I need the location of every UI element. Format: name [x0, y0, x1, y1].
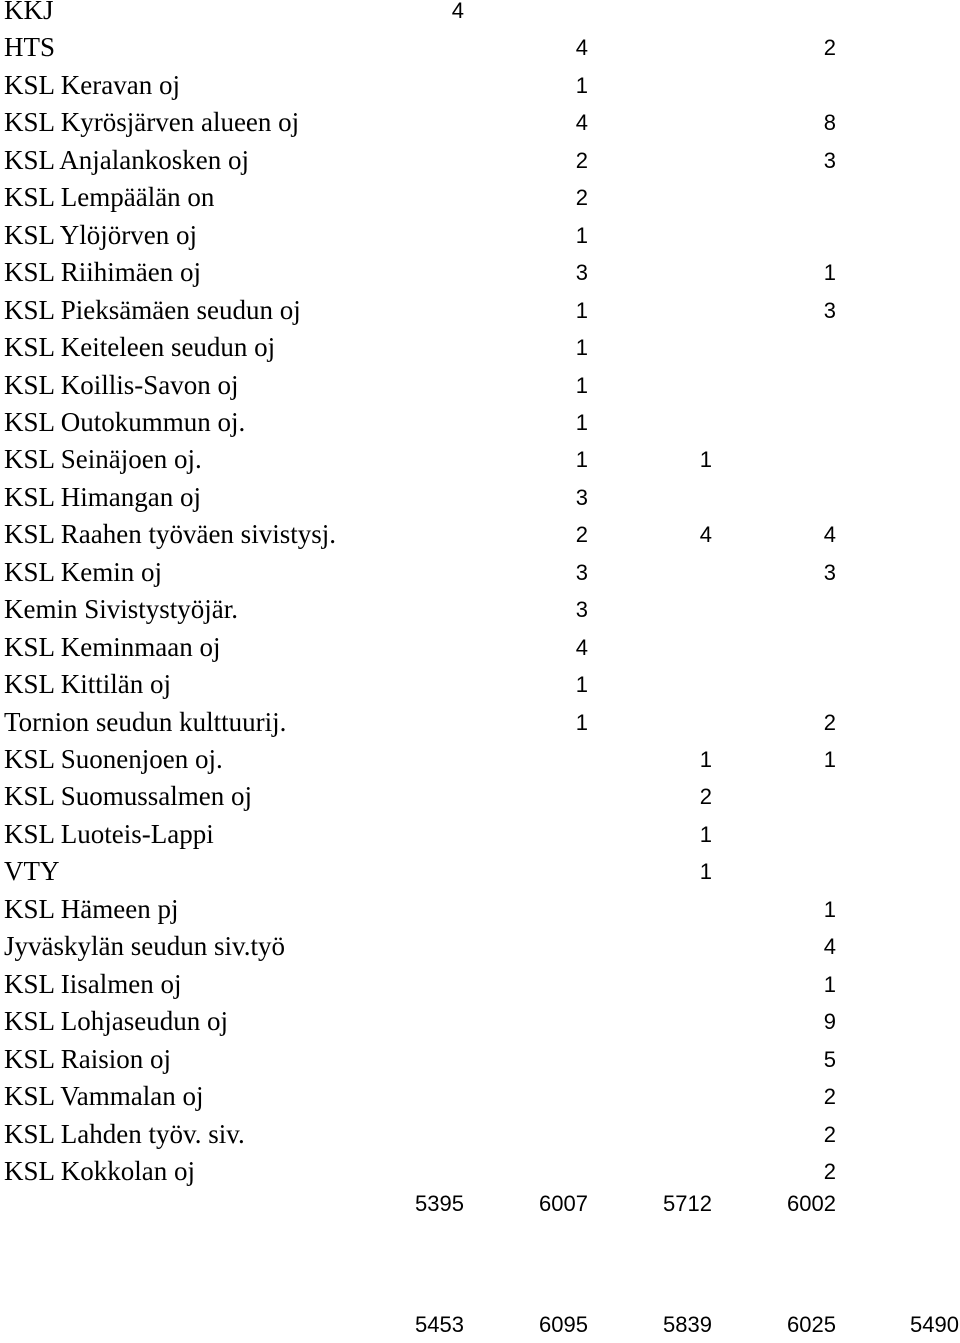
row-value-col-2: 2: [575, 522, 588, 548]
row-value-col-2: 1: [575, 447, 588, 473]
row-value-col-4: 8: [823, 110, 836, 136]
table-row: [0, 404, 960, 441]
row-value-col-2: 3: [575, 484, 588, 510]
row-value-col-3: 1: [699, 747, 712, 772]
table-row: [0, 179, 960, 216]
row-value-col-4: 1: [823, 971, 836, 997]
row-value-col-4: 9: [823, 1009, 836, 1035]
row-name: KSL Keravan oj: [4, 69, 180, 100]
row-name: KSL Ylöjörven oj: [4, 219, 197, 250]
row-name: KSL Kemin oj: [4, 556, 162, 587]
row-value-col-4: 3: [823, 147, 836, 173]
row-value-col-4: 1: [823, 747, 836, 772]
table-row: [0, 778, 960, 815]
total-value-col-2: 6007: [539, 1191, 588, 1216]
table-row: [0, 67, 960, 104]
row-value-col-2: 1: [575, 335, 588, 361]
row-value-col-2: 3: [575, 559, 588, 585]
table-row: [0, 629, 960, 666]
total-value-col-5: 5490: [910, 1312, 959, 1337]
total-value-col-3: 5712: [663, 1191, 712, 1216]
table-row: [0, 516, 960, 553]
row-value-col-4: 2: [823, 1121, 836, 1147]
row-name: KSL Kyrösjärven alueen oj: [4, 107, 300, 138]
row-name: KSL Iisalmen oj: [4, 968, 182, 999]
total-value-col-2: 6095: [539, 1312, 588, 1337]
row-value-col-4: 2: [823, 35, 836, 61]
row-name: KSL Riihimäen oj: [4, 257, 201, 288]
row-value-col-3: 1: [699, 447, 712, 473]
row-name: KSL Vammalan oj: [4, 1081, 204, 1112]
table-row: [0, 591, 960, 628]
row-name: KSL Pieksämäen seudun oj: [4, 294, 301, 325]
row-value-col-3: 2: [699, 784, 712, 810]
total-value-col-3: 5839: [663, 1312, 712, 1337]
table-row: [0, 104, 960, 141]
row-value-col-4: 3: [823, 559, 836, 585]
table-row: [0, 928, 960, 965]
row-name: KSL Lempäälän on: [4, 182, 215, 213]
row-name: KSL Raision oj: [4, 1043, 172, 1074]
row-name: KSL Himangan oj: [4, 481, 201, 512]
row-value-col-2: 4: [575, 634, 588, 660]
table-row: [0, 254, 960, 291]
table-row: [0, 816, 960, 853]
total-value-col-4: 6025: [787, 1312, 836, 1337]
row-name: KSL Koillis-Savon oj: [4, 369, 239, 400]
row-value-col-3: 1: [699, 821, 712, 847]
table-row: [0, 142, 960, 179]
table-row: [0, 704, 960, 741]
total-value-col-4: 6002: [787, 1191, 836, 1216]
row-value-col-4: 4: [823, 522, 836, 548]
row-name: KSL Luoteis-Lappi: [4, 818, 214, 849]
row-name: KSL Seinäjoen oj.: [4, 444, 202, 475]
table-row: [0, 441, 960, 478]
table-row: [0, 891, 960, 928]
row-name: KSL Raahen työväen sivistysj.: [4, 519, 336, 550]
row-value-col-2: 3: [575, 260, 588, 286]
row-name: VTY: [4, 856, 60, 887]
row-value-col-3: 4: [699, 522, 712, 548]
table-row: [0, 741, 960, 778]
table-row: [0, 1003, 960, 1040]
row-value-col-4: 3: [823, 297, 836, 323]
row-name: KSL Kittilän oj: [4, 669, 171, 700]
row-value-col-2: 4: [575, 35, 588, 61]
table-row: [0, 853, 960, 890]
row-value-col-2: 3: [575, 597, 588, 623]
row-name: KSL Kokkolan oj: [4, 1155, 195, 1186]
row-value-col-4: 2: [823, 1158, 836, 1184]
table-row: [0, 329, 960, 366]
row-name: KSL Lahden työv. siv.: [4, 1118, 245, 1149]
totals-row: [0, 1185, 960, 1222]
table-row: [0, 0, 960, 29]
table-row: [0, 1078, 960, 1115]
table-row: [0, 554, 960, 591]
row-name: Jyväskylän seudun siv.työ: [4, 931, 285, 962]
row-value-col-2: 1: [575, 297, 588, 323]
table-row: [0, 1116, 960, 1153]
row-name: KSL Keiteleen seudun oj: [4, 332, 276, 363]
table-row: [0, 479, 960, 516]
row-value-col-2: 1: [575, 409, 588, 435]
row-value-col-4: 4: [823, 934, 836, 960]
row-value-col-4: 2: [823, 709, 836, 735]
row-name: HTS: [4, 32, 56, 63]
row-value-col-2: 1: [575, 222, 588, 248]
total-value-col-1: 5453: [415, 1312, 464, 1337]
table-row: [0, 1041, 960, 1078]
total-value-col-1: 5395: [415, 1191, 464, 1216]
table-row: [0, 966, 960, 1003]
table-row: [0, 29, 960, 66]
row-name: KSL Suonenjoen oj.: [4, 744, 223, 774]
table-row: [0, 292, 960, 329]
table-row: [0, 666, 960, 703]
row-name: KSL Suomussalmen oj: [4, 781, 253, 812]
row-value-col-2: 2: [575, 147, 588, 173]
table-row: [0, 217, 960, 254]
row-name: KSL Lohjaseudun oj: [4, 1006, 228, 1037]
row-value-col-2: 1: [575, 672, 588, 698]
row-name: Kemin Sivistystyöjär.: [4, 594, 239, 625]
row-name: Tornion seudun kulttuurij.: [4, 706, 287, 737]
totals-row: [0, 1306, 960, 1343]
row-value-col-2: 2: [575, 185, 588, 211]
row-value-col-4: 2: [823, 1084, 836, 1110]
row-value-col-2: 1: [575, 709, 588, 735]
row-name: KSL Anjalankosken oj: [4, 144, 249, 175]
row-value-col-4: 1: [823, 896, 836, 922]
row-value-col-3: 1: [699, 859, 712, 885]
row-name: KKJ: [4, 0, 54, 25]
row-value-col-1: 4: [451, 0, 464, 23]
row-value-col-4: 1: [823, 260, 836, 286]
row-value-col-2: 1: [575, 72, 588, 98]
row-value-col-2: 4: [575, 110, 588, 136]
row-value-col-4: 5: [823, 1046, 836, 1072]
row-name: KSL Outokummun oj.: [4, 406, 246, 437]
row-value-col-2: 1: [575, 372, 588, 398]
table-row: [0, 367, 960, 404]
row-name: KSL Keminmaan oj: [4, 631, 221, 662]
row-name: KSL Hämeen pj: [4, 893, 179, 924]
